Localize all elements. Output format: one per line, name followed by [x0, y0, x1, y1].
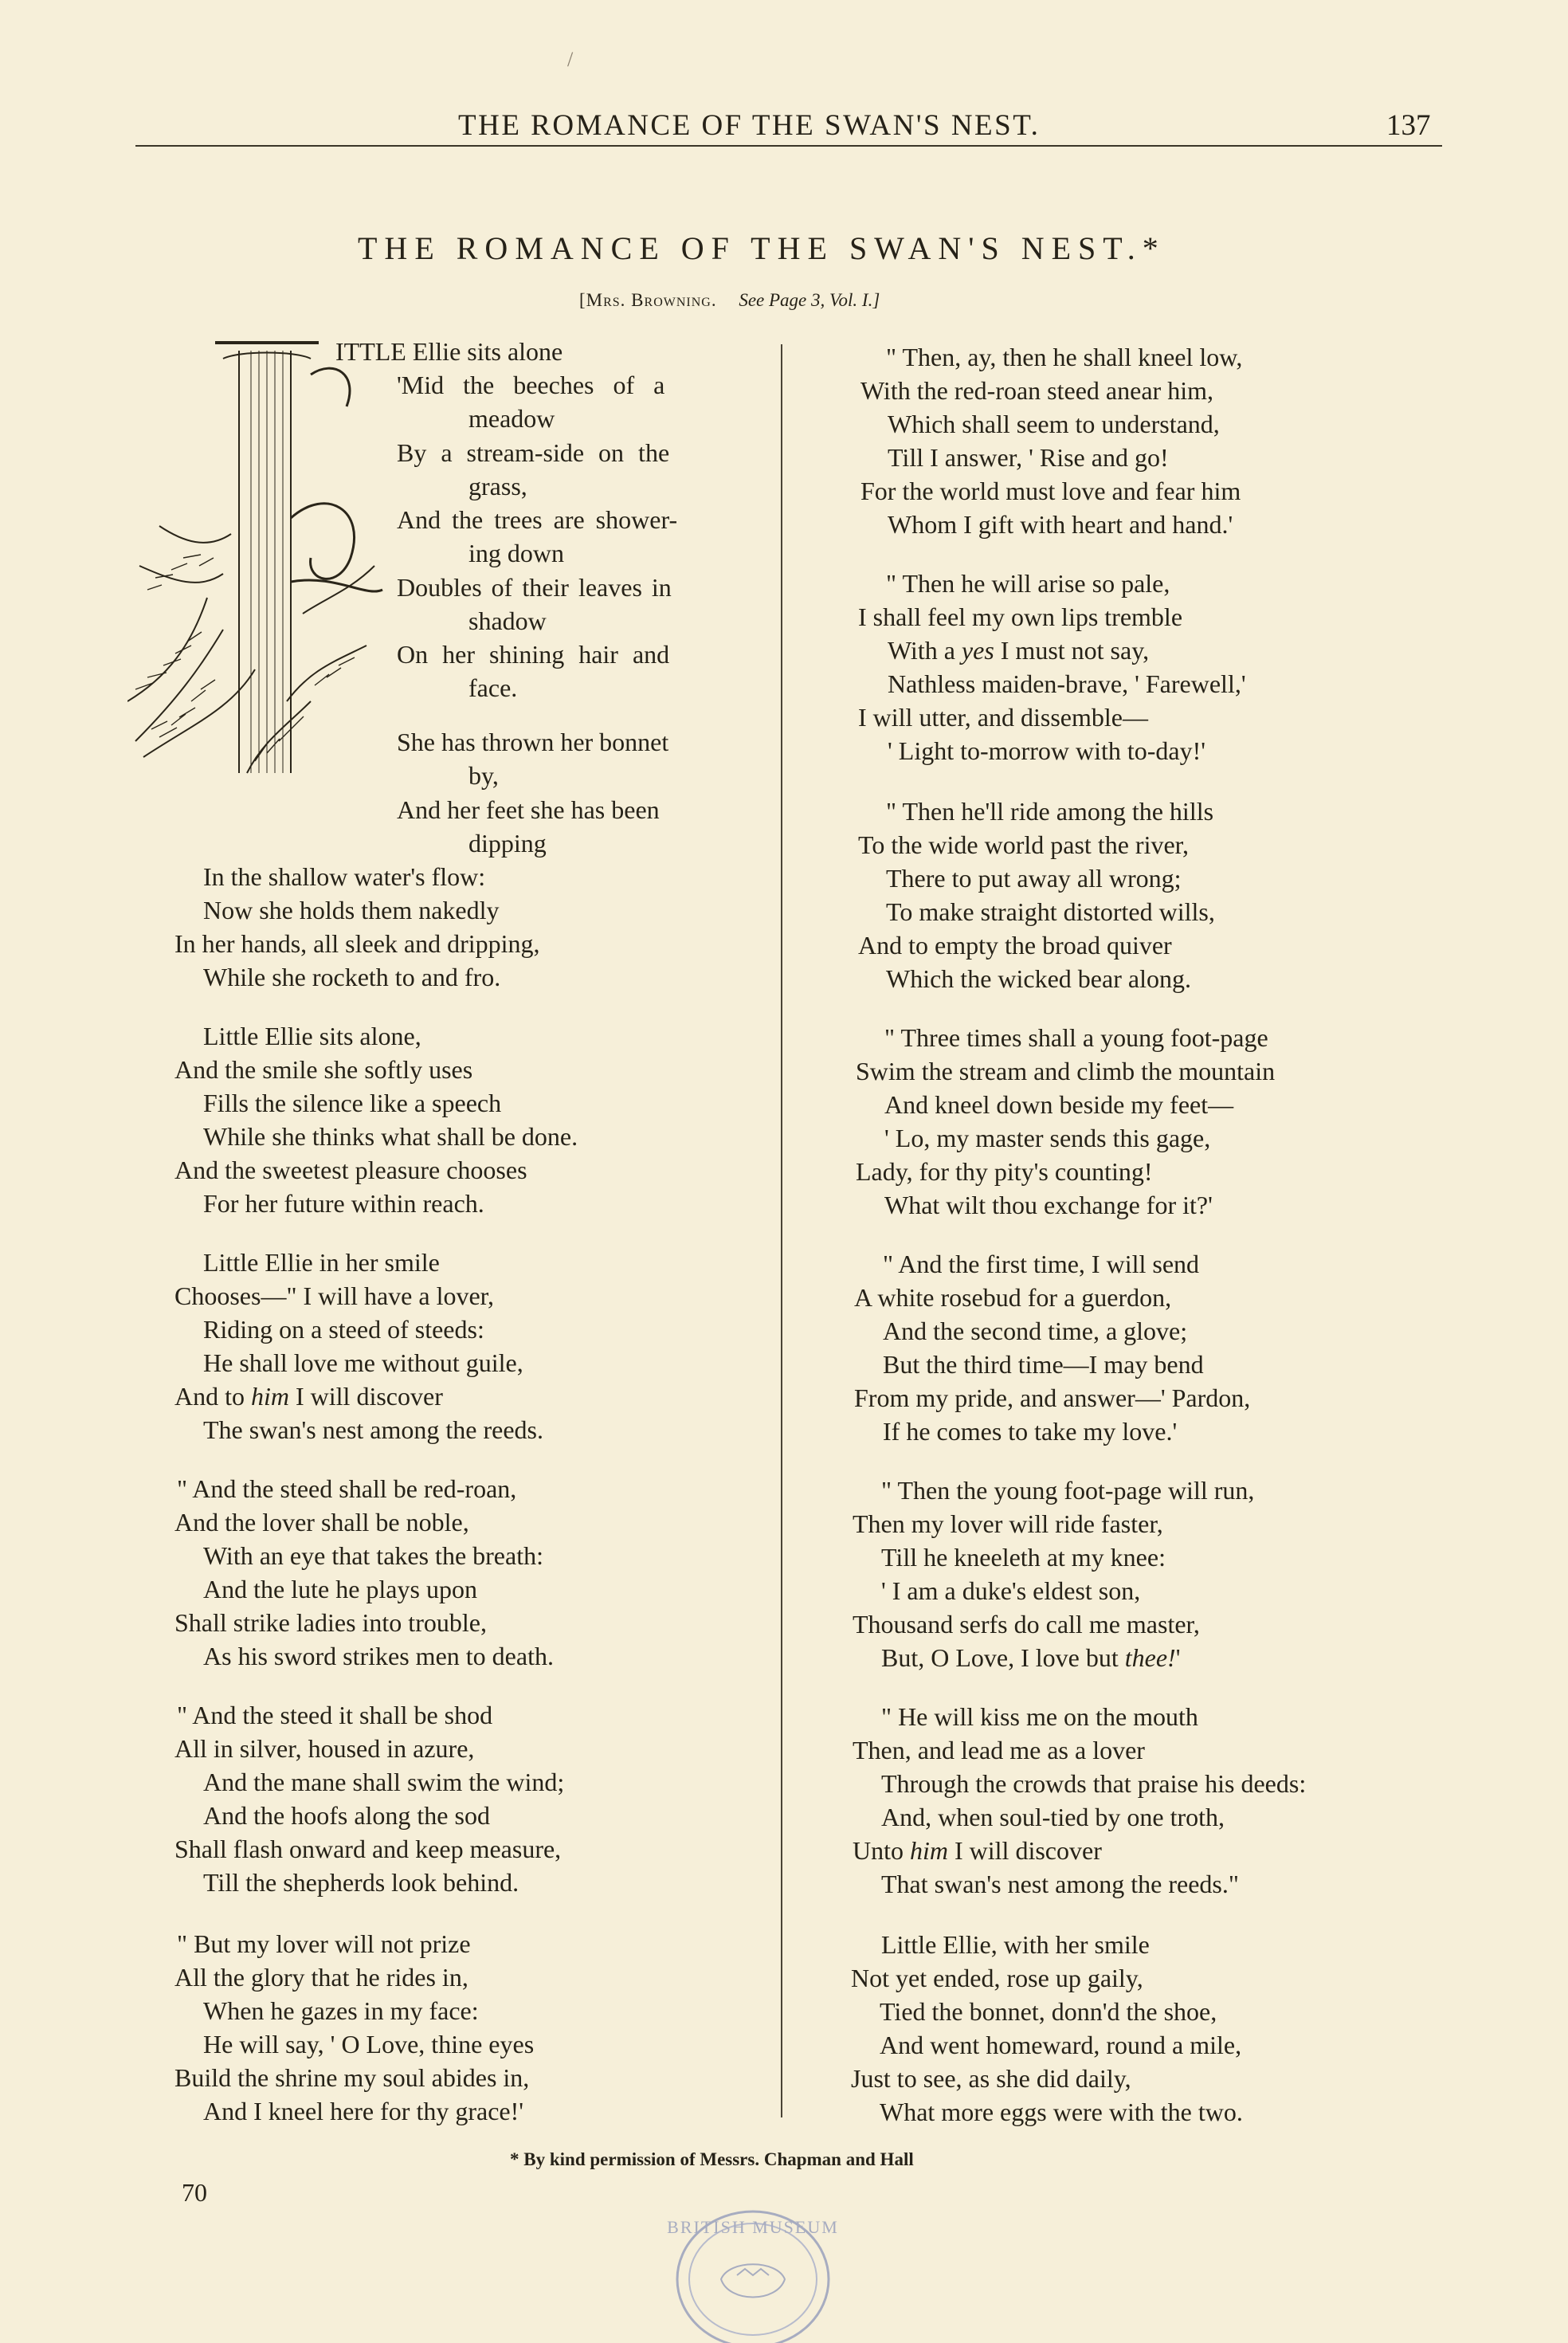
poem-line: ing down: [468, 539, 564, 567]
poem-line: Till I answer, ' Rise and go!: [888, 443, 1169, 472]
poem-line: For her future within reach.: [203, 1189, 484, 1218]
poem-line: In her hands, all sleek and dripping,: [174, 929, 540, 958]
poem-line: To the wide world past the river,: [858, 830, 1190, 859]
poem-line: ' Lo, my master sends this gage,: [884, 1124, 1211, 1152]
poem-line: Doubles of their leaves in: [397, 573, 672, 602]
poem-line: Just to see, as she did daily,: [851, 2064, 1131, 2093]
poem-line: But, O Love, I love but thee!': [881, 1643, 1181, 1672]
poem-line: That swan's nest among the reeds.": [881, 1870, 1239, 1898]
poem-line: Tied the bonnet, donn'd the shoe,: [880, 1997, 1217, 2026]
poem-line: Unto him I will discover: [853, 1836, 1102, 1865]
poem-line: If he comes to take my love.': [883, 1417, 1178, 1446]
column-divider: [781, 344, 782, 2117]
poem-line: And the lute he plays upon: [203, 1575, 477, 1603]
poem-line: And to empty the broad quiver: [858, 931, 1172, 960]
leaf-hatching: [135, 555, 355, 761]
poem-line: But the third time—I may bend: [883, 1350, 1204, 1379]
poem-line: And the smile she softly uses: [174, 1055, 473, 1084]
poem-line: meadow: [468, 404, 555, 433]
poem-line: 'Mid the beeches of a: [397, 371, 665, 399]
poem-line: While she rocketh to and fro.: [203, 963, 501, 991]
poem-line: The swan's nest among the reeds.: [203, 1415, 543, 1444]
poem-line: From my pride, and answer—' Pardon,: [854, 1383, 1251, 1412]
running-head-title: THE ROMANCE OF THE SWAN'S NEST.: [458, 109, 1041, 142]
poem-line: face.: [468, 673, 518, 702]
poem-line: And to him I will discover: [174, 1382, 443, 1411]
poem-line: Shall strike ladies into trouble,: [174, 1608, 487, 1637]
poem-line: And kneel down beside my feet—: [884, 1090, 1234, 1119]
poem-line: " Three times shall a young foot-page: [884, 1023, 1268, 1052]
poem-line: And the sweetest pleasure chooses: [174, 1156, 527, 1184]
poem-line: grass,: [468, 472, 527, 500]
poem-line: While she thinks what shall be done.: [203, 1122, 578, 1151]
poem-line: When he gazes in my face:: [203, 1996, 479, 2025]
letter-flourish: [291, 368, 382, 591]
footnote: * By kind permission of Messrs. Chapman and Hall: [510, 2149, 914, 2169]
poem-line: dipping: [468, 829, 547, 858]
poem-line: What wilt thou exchange for it?': [884, 1191, 1213, 1219]
poem-line: What more eggs were with the two.: [880, 2098, 1243, 2126]
poem-line: Till the shepherds look behind.: [203, 1868, 519, 1897]
poem-line: I will utter, and dissemble—: [858, 703, 1148, 732]
poem-line: Little Ellie, with her smile: [881, 1930, 1150, 1959]
poem-line: Then, and lead me as a lover: [853, 1736, 1145, 1764]
poem-line: Shall flash onward and keep measure,: [174, 1835, 562, 1863]
poem-line: " And the steed it shall be shod: [177, 1701, 493, 1729]
poem-line: Then my lover will ride faster,: [853, 1509, 1163, 1538]
poem-line: All in silver, housed in azure,: [174, 1734, 475, 1763]
poem-line: Which shall seem to understand,: [888, 410, 1220, 438]
poem-line: As his sword strikes men to death.: [203, 1642, 554, 1670]
poem-title: THE ROMANCE OF THE SWAN'S NEST.*: [358, 230, 1166, 266]
poem-line: All the glory that he rides in,: [174, 1963, 468, 1992]
attribution: [579, 290, 880, 311]
poem-line: Not yet ended, rose up gaily,: [851, 1964, 1143, 1992]
poem-line: ITTLE Ellie sits alone: [335, 337, 563, 366]
poem-line: For the world must love and fear him: [860, 477, 1241, 505]
page-number: 137: [1386, 109, 1431, 142]
poem-line: Riding on a steed of steeds:: [203, 1315, 484, 1344]
poem-line: " Then the young foot-page will run,: [881, 1476, 1255, 1505]
volume-reference-text: See Page 3, Vol. I.]: [739, 290, 880, 310]
poem-line: Fills the silence like a speech: [203, 1089, 502, 1117]
poem-line: And I kneel here for thy grace!': [203, 2097, 524, 2125]
emphasis: thee!: [1124, 1643, 1176, 1672]
poem-line: Till he kneeleth at my knee:: [881, 1543, 1166, 1572]
header-rule: [135, 145, 1442, 147]
poem-line: " And the steed shall be red-roan,: [177, 1474, 517, 1503]
poem-line: Whom I gift with heart and hand.': [888, 510, 1233, 539]
poem-line: I shall feel my own lips tremble: [858, 602, 1183, 631]
poem-line: Build the shrine my soul abides in,: [174, 2063, 530, 2092]
emphasis: yes: [961, 636, 994, 665]
author-credit: [Mrs. Browning.: [579, 290, 717, 310]
poem-line: She has thrown her bonnet: [397, 728, 669, 756]
poem-line: In the shallow water's flow:: [203, 862, 486, 891]
poem-line: shadow: [468, 606, 547, 635]
emphasis: him: [910, 1836, 948, 1865]
poem-line: And went homeward, round a mile,: [880, 2031, 1242, 2059]
poem-line: Now she holds them nakedly: [203, 896, 500, 924]
poem-line: by,: [468, 761, 499, 790]
poem-line: Through the crowds that praise his deeds:: [881, 1769, 1307, 1798]
poem-line: There to put away all wrong;: [886, 864, 1182, 893]
poem-line: And, when soul-tied by one troth,: [881, 1803, 1225, 1831]
emphasis: him: [251, 1382, 289, 1411]
poem-line: And the trees are shower-: [397, 505, 678, 534]
stray-mark: /: [567, 48, 574, 71]
poem-line: And the mane shall swim the wind;: [203, 1768, 565, 1796]
volume-reference: [739, 290, 880, 310]
library-stamp: [633, 2184, 872, 2343]
poem-line: ' I am a duke's eldest son,: [881, 1576, 1141, 1605]
poem-line: And the second time, a glove;: [883, 1317, 1188, 1345]
poem-line: With a yes I must not say,: [888, 636, 1150, 665]
poem-line: By a stream-side on the: [397, 438, 670, 467]
poem-line: ' Light to-morrow with to-day!': [888, 736, 1206, 765]
poem-line: He will say, ' O Love, thine eyes: [203, 2030, 535, 2058]
drop-cap-illustration: [127, 327, 390, 797]
poem-line: With the red-roan steed anear him,: [860, 376, 1213, 405]
poem-line: And the hoofs along the sod: [203, 1801, 490, 1830]
poem-line: And her feet she has been: [397, 795, 660, 824]
poem-line: To make straight distorted wills,: [886, 897, 1215, 926]
poem-line: " And the first time, I will send: [883, 1250, 1200, 1278]
poem-line: " Then he will arise so pale,: [886, 569, 1170, 598]
poem-line: " He will kiss me on the mouth: [881, 1702, 1198, 1731]
poem-line: " Then he'll ride among the hills: [886, 797, 1214, 826]
poem-line: Lady, for thy pity's counting!: [856, 1157, 1153, 1186]
poem-line: With an eye that takes the breath:: [203, 1541, 543, 1570]
stamp-text: BRITISH MUSEUM: [667, 2217, 839, 2237]
poem-line: " Then, ay, then he shall kneel low,: [886, 343, 1243, 371]
poem-line: " But my lover will not prize: [177, 1929, 471, 1958]
poem-line: Chooses—" I will have a lover,: [174, 1281, 495, 1310]
poem-line: Little Ellie sits alone,: [203, 1022, 421, 1050]
poem-line: Which the wicked bear along.: [886, 964, 1191, 993]
folio-number: 70: [182, 2178, 207, 2207]
poem-line: Little Ellie in her smile: [203, 1248, 440, 1277]
poem-line: And the lover shall be noble,: [174, 1508, 469, 1536]
poem-line: Nathless maiden-brave, ' Farewell,': [888, 669, 1246, 698]
poem-line: Swim the stream and climb the mountain: [856, 1057, 1276, 1085]
poem-line: A white rosebud for a guerdon,: [854, 1283, 1172, 1312]
poem-line: He shall love me without guile,: [203, 1348, 523, 1377]
poem-line: On her shining hair and: [397, 640, 670, 669]
running-head: [0, 108, 1568, 145]
poem-line: Thousand serfs do call me master,: [853, 1610, 1200, 1639]
